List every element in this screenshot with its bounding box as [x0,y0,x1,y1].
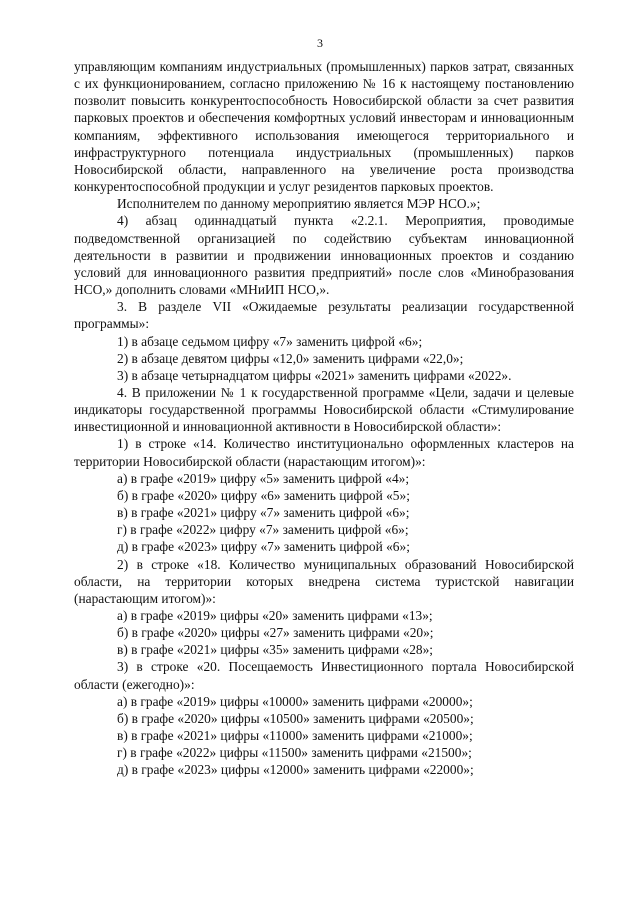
list-item-row-20-g: г) в графе «2022» цифры «11500» заменить цифрами «21500»; [117,745,472,761]
list-item-row-14-d: д) в графе «2023» цифру «7» заменить цифрой «6»; [117,539,410,555]
paragraph-row-14: 1) в строке «14. Количество институционально оформленных кластеров на территории Новосибирской области (нарастающим итогом)»: [74,436,574,469]
paragraph-row-20: 3) в строке «20. Посещаемость Инвестиционного портала Новосибирской области (ежегодно)»: [74,659,574,692]
document-body [74,58,574,779]
paragraph-section-vii: 3. В разделе VII «Ожидаемые результаты реализации государственной программы»: [74,299,574,332]
list-item-row-14-a: а) в графе «2019» цифру «5» заменить цифрой «4»; [117,470,410,486]
paragraph-vii-item-1: 1) в абзаце седьмом цифру «7» заменить цифрой «6»; [117,333,423,349]
list-item-row-18-b: б) в графе «2020» цифры «27» заменить цифрами «20»; [117,625,434,641]
list-item-row-14-g: г) в графе «2022» цифру «7» заменить цифрой «6»; [117,522,409,538]
list-item-row-18-v: в) в графе «2021» цифры «35» заменить цифрами «28»; [117,642,434,658]
paragraph-vii-item-3: 3) в абзаце четырнадцатом цифры «2021» заменить цифрами «2022». [117,367,512,383]
paragraph-parks-continuation: управляющим компаниям индустриальных (промышленных) парков затрат, связанных с их функционированием, согласно приложению № 16 к настоящему постановлению позволит повысить конкурентоспособность Новосибирской области за счет развития парковых проектов и обеспечения комфортных условий инвесторам и инновационным компаниям, эффективного использования имеющегося территориального и инфраструктурного потенциала индустриальных (промышленных) парков Новосибирской области, направленного на увеличение роста производства конкурентоспособной продукции и услуг резидентов парковых проектов. [74,59,574,195]
list-item-row-20-d: д) в графе «2023» цифры «12000» заменить цифрами «22000»; [117,762,474,778]
paragraph-row-18: 2) в строке «18. Количество муниципальных образований Новосибирской области, на территории которых внедрена система туристской навигации (нарастающим итогом)»: [74,556,574,606]
paragraph-item-4-abzac: 4) абзац одиннадцатый пункта «2.2.1. Мероприятия, проводимые подведомственной организацией по содействию субъектам инновационной деятельности в развитии и продвижении инновационных проектов и созданию условий для инновационного развития предприятий» после слов «Минобразования НСО,» дополнить словами «МНиИП НСО,». [74,213,574,298]
list-item-row-20-v: в) в графе «2021» цифры «11000» заменить цифрами «21000»; [117,728,473,744]
list-item-row-14-b: б) в графе «2020» цифру «6» заменить цифрой «5»; [117,487,410,503]
paragraph-appendix-1: 4. В приложении № 1 к государственной программе «Цели, задачи и целевые индикаторы государственной программы Новосибирской области «Стимулирование инвестиционной и инновационной активности в Новосибирской области»: [74,384,574,435]
list-item-row-20-a: а) в графе «2019» цифры «10000» заменить цифрами «20000»; [117,693,473,709]
paragraph-vii-item-2: 2) в абзаце девятом цифры «12,0» заменить цифрами «22,0»; [117,350,464,366]
list-item-row-18-a: а) в графе «2019» цифры «20» заменить цифрами «13»; [117,608,433,623]
paragraph-executor: Исполнителем по данному мероприятию является МЭР НСО.»; [117,196,481,212]
list-item-row-20-b: б) в графе «2020» цифры «10500» заменить цифрами «20500»; [117,710,474,726]
page-number: 3 [317,36,323,50]
list-item-row-14-v: в) в графе «2021» цифру «7» заменить цифрой «6»; [117,505,410,521]
